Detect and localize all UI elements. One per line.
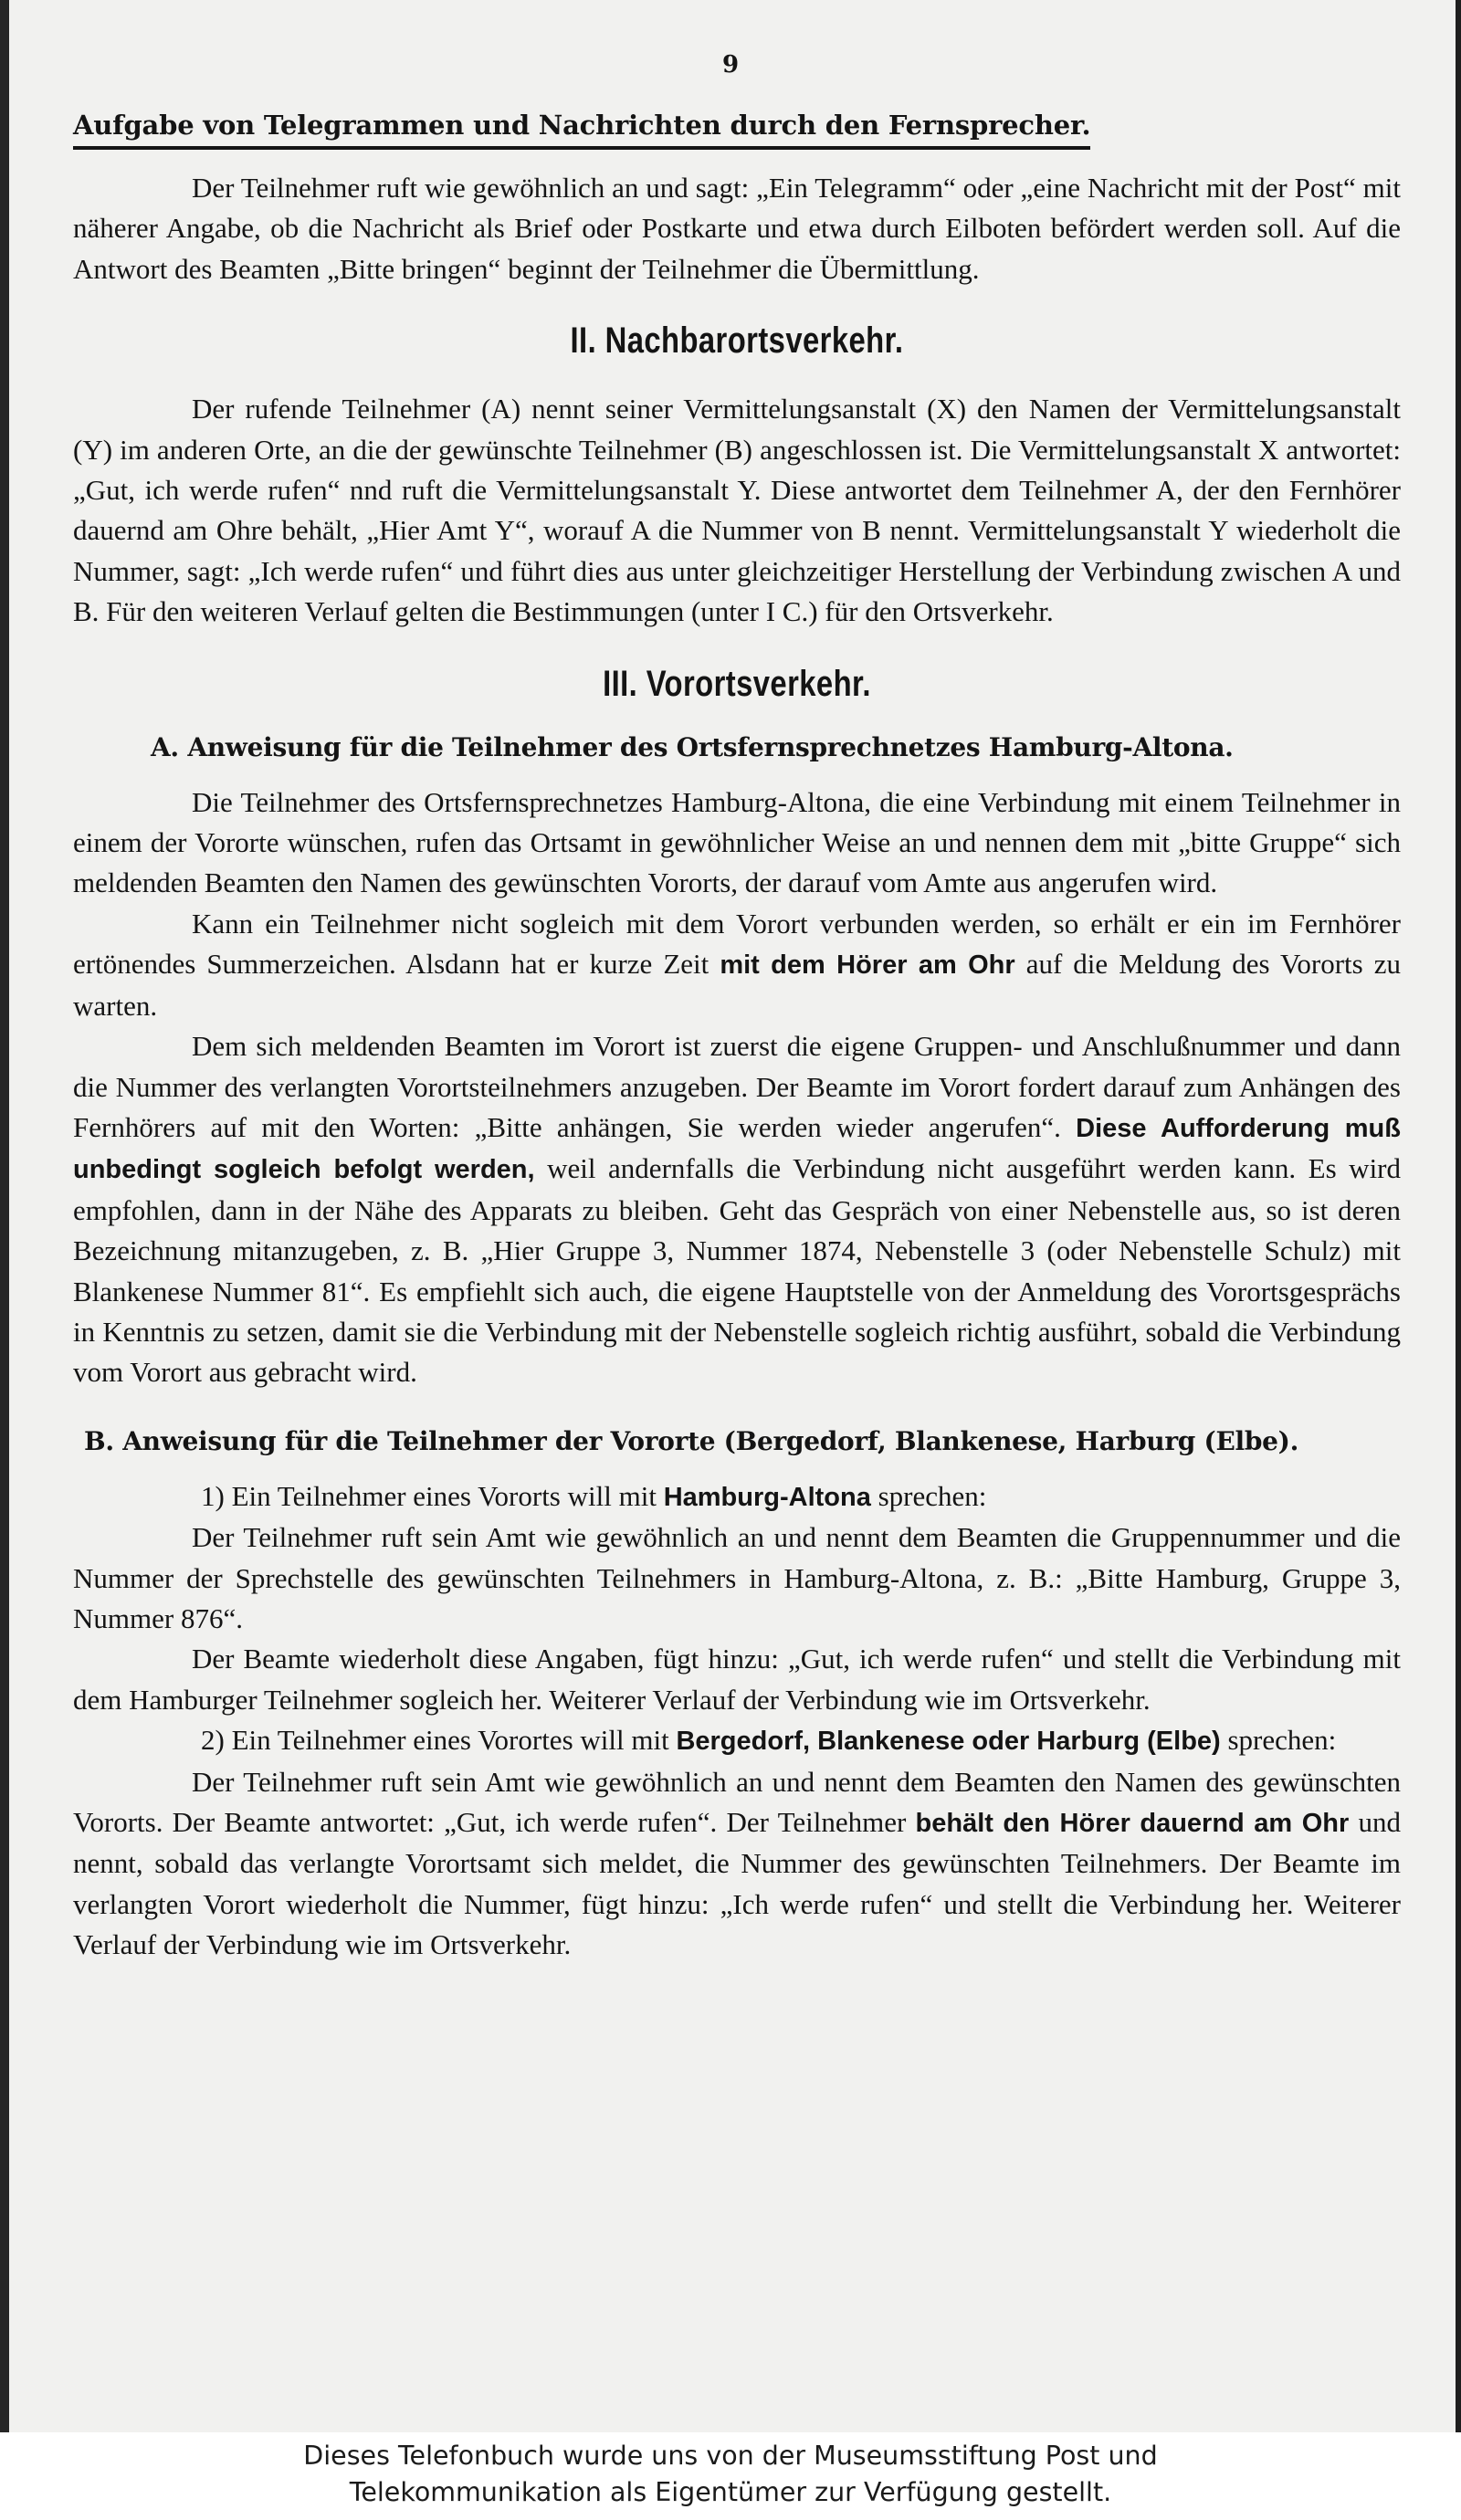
paragraph-a1: Die Teilnehmer des Ortsfernsprechnetzes Hamburg-Altona, die eine Verbindung mit einem Teilnehmer in einem der Vororte wünschen, rufen das Ortsamt in gewöhnlicher Weise an und nennen dem mit „bitte Gruppe“ sich meldenden Beamten den Namen des gewünschten Vororts, der darauf vom Amte aus angerufen wird. xyxy=(73,785,1401,899)
paragraph-a3-text-2: weil andernfalls die Verbindung nicht ausgeführt werden kann. Es wird empfohlen, dann in der Nähe des Apparats zu bleiben. Geht das Gespräch von einer Nebenstelle aus, so ist deren Bezeichnung mitanzugeben, z. B. „Hier Gruppe 3, Nummer 1874, Nebenstelle 3 (oder Nebenstelle Schulz) mit Blankenese Nummer 81“. Es empfiehlt sich auch, die eigene Hauptstelle von der Anmeldung des Vorortsgesprächs in Kenntnis zu setzen, damit sie die Verbindung mit der Nebenstelle sogleich richtig ausführt, sobald die Verbindung vom Vorort aus gebracht wird. xyxy=(73,1152,1402,1389)
list-item-b2-text-1: 2) Ein Teilnehmer eines Vorortes will mit xyxy=(201,1724,677,1757)
paragraph-nachbarortsverkehr: Der rufende Teilnehmer (A) nennt seiner Vermittelungsanstalt (X) den Namen der Vermittelungsanstalt (Y) im anderen Orte, an die der gewünschte Teilnehmer (B) angeschlossen ist. Die Vermittelungsanstalt X antwortet: „Gut, ich werde rufen“ nnd ruft die Vermittelungsanstalt Y. Diese antwortet dem Teilnehmer A, der den Fernhörer dauernd am Ohre behält, „Hier Amt Y“, worauf A die Nummer von B nennt. Vermittelungsanstalt Y wiederholt die Nummer, sagt: „Ich werde rufen“ und führt dies aus unter gleichzeitiger Herstellung der Verbindung zwischen A und B. Für den weiteren Verlauf gelten die Bestimmungen (unter I C.) für den Ortsverkehr. xyxy=(73,393,1401,628)
paragraph-b2-emphasis: behält den Hörer dauernd am Ohr xyxy=(915,1809,1350,1838)
list-item-b1 xyxy=(73,1476,1401,1517)
paragraph-b2-text-1: Der Teilnehmer ruft sein Amt wie gewöhnlich an und nennt dem Beamten den Namen des gewünschten Vororts. Der Beamte antwortet: „Gut, ich werde rufen“. Der Teilnehmer xyxy=(73,1765,1401,1838)
paragraph-a3 xyxy=(73,1026,1401,1393)
page-content xyxy=(73,110,1401,1966)
section-title-nachbarortsverkehr: II. Nachbarortsverkehr. xyxy=(570,320,904,362)
list-item-b2-emphasis: Bergedorf, Blankenese oder Harburg (Elbe) xyxy=(676,1727,1221,1757)
list-item-b1-text-2: sprechen: xyxy=(870,1479,987,1512)
paragraph-b2 xyxy=(73,1762,1401,1966)
paragraph-a2-text-1: Kann ein Teilnehmer nicht sogleich mit dem Vorort verbunden werden, so erhält er ein im Fernhörer ertönendes Summerzeichen. Alsdann hat er kurze Zeit xyxy=(73,907,1401,981)
footer-notice xyxy=(0,2432,1461,2520)
paragraph-a2-emphasis: mit dem Hörer am Ohr xyxy=(720,950,1015,981)
paragraph-a3-text-1: Dem sich meldenden Beamten im Vorort ist zuerst die eigene Gruppen- und Anschlußnummer und dann die Nummer des verlangten Vorortsteilnehmers anzugeben. Der Beamte im Vorort fordert darauf zum Anhängen des Fernhörers auf mit den Worten: „Bitte anhängen, Sie werden wieder angerufen“. xyxy=(73,1030,1401,1143)
list-item-b1-text-1: 1) Ein Teilnehmer eines Vororts will mit xyxy=(201,1479,664,1512)
paragraph-b2-text-2: und nennt, sobald das verlangte Vorortsamt sich meldet, die Nummer des gewünschten Teilnehmers. Der Beamte im verlangten Vorort wiederholt die Nummer, fügt hinzu: „Ich werde rufen“ und stellt die Verbindung her. Weiterer Verlauf der Verbindung wie im Ortsverkehr. xyxy=(73,1806,1401,1961)
paragraph-b1a: Der Teilnehmer ruft sein Amt wie gewöhnlich an und nennt dem Beamten die Gruppennummer und die Nummer der Sprechstelle des gewünschten Teilnehmers in Hamburg-Altona, z. B.: „Bitte Hamburg, Gruppe 3, Nummer 876“. xyxy=(73,1521,1401,1634)
paragraph-telegram: Der Teilnehmer ruft wie gewöhnlich an und sagt: „Ein Telegramm“ oder „eine Nachricht mit der Post“ mit näherer Angabe, ob die Nachricht als Brief oder Postkarte und etwa durch Eilboten befördert werden soll. Auf die Antwort des Beamten „Bitte bringen“ beginnt der Teilnehmer die Übermittlung. xyxy=(73,172,1401,285)
list-item-b1-emphasis: Hamburg-Altona xyxy=(663,1482,871,1512)
footer-line-2: Telekommunikation als Eigentümer zur Verfügung gestellt. xyxy=(349,2477,1112,2507)
list-item-b2-text-2: sprechen: xyxy=(1220,1724,1337,1757)
page-number: 9 xyxy=(721,51,740,79)
heading-telegram: Aufgabe von Telegrammen und Nachrichten durch den Fernsprecher. xyxy=(73,110,1090,150)
paragraph-a2 xyxy=(73,904,1401,1026)
footer-line-1: Dieses Telefonbuch wurde uns von der Museumsstiftung Post und xyxy=(303,2441,1158,2471)
paragraph-a3-emphasis: Diese Aufforderung muß unbedingt sogleich befolgt werden, xyxy=(73,1113,1401,1185)
list-item-b2 xyxy=(73,1720,1401,1761)
subheading-a: A. Anweisung für die Teilnehmer des Ortsfernsprechnetzes Hamburg-Altona. xyxy=(151,731,1234,762)
section-title-vorortsverkehr: III. Vorortsverkehr. xyxy=(603,663,871,704)
paragraph-a2-text-2: auf die Meldung des Vororts zu warten. xyxy=(73,948,1401,1022)
page-left-edge xyxy=(0,0,9,2432)
paragraph-b1b: Der Beamte wiederholt diese Angaben, fügt hinzu: „Gut, ich werde rufen“ und stellt die Verbindung mit dem Hamburger Teilnehmer sogleich her. Weiterer Verlauf der Verbindung wie im Ortsverkehr. xyxy=(73,1643,1401,1716)
subheading-b: B. Anweisung für die Teilnehmer der Vororte (Bergedorf, Blankenese, Harburg (Elbe). xyxy=(84,1425,1299,1456)
page-right-edge xyxy=(1456,0,1461,2432)
